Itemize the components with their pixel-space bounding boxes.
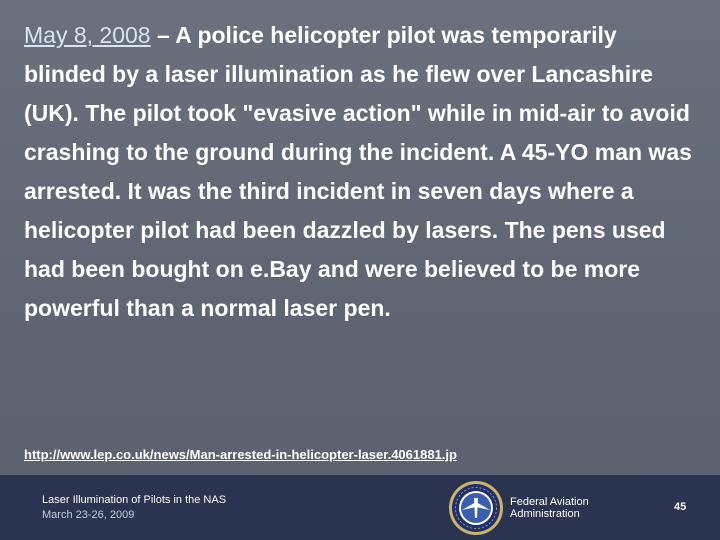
faa-seal-icon — [448, 480, 504, 536]
body-paragraph — [24, 16, 704, 328]
presentation-date: March 23-26, 2009 — [42, 509, 135, 521]
body-text: – A police helicopter pilot was temporarily blinded by a laser illumination as he flew over Lancashire (UK). The pilot took "evasive action" while in mid-air to avoid crashing to the ground during the incident. A 45-YO man was arrested. It was the third incident in seven days where a helicopter pilot had been dazzled by lasers. The pens used had been bought on e.Bay and were believed to be more powerful than a normal laser pen. — [24, 22, 692, 321]
page-number: 45 — [674, 501, 687, 513]
footer-bar — [0, 475, 720, 540]
source-link[interactable]: http://www.lep.co.uk/news/Man-arrested-in-helicopter-laser.4061881.jp — [24, 447, 457, 462]
presentation-title: Laser Illumination of Pilots in the NAS — [42, 494, 227, 506]
agency-name-line1: Federal Aviation — [510, 496, 589, 508]
date-link[interactable]: May 8, 2008 — [24, 22, 151, 48]
agency-name-line2: Administration — [510, 508, 580, 520]
